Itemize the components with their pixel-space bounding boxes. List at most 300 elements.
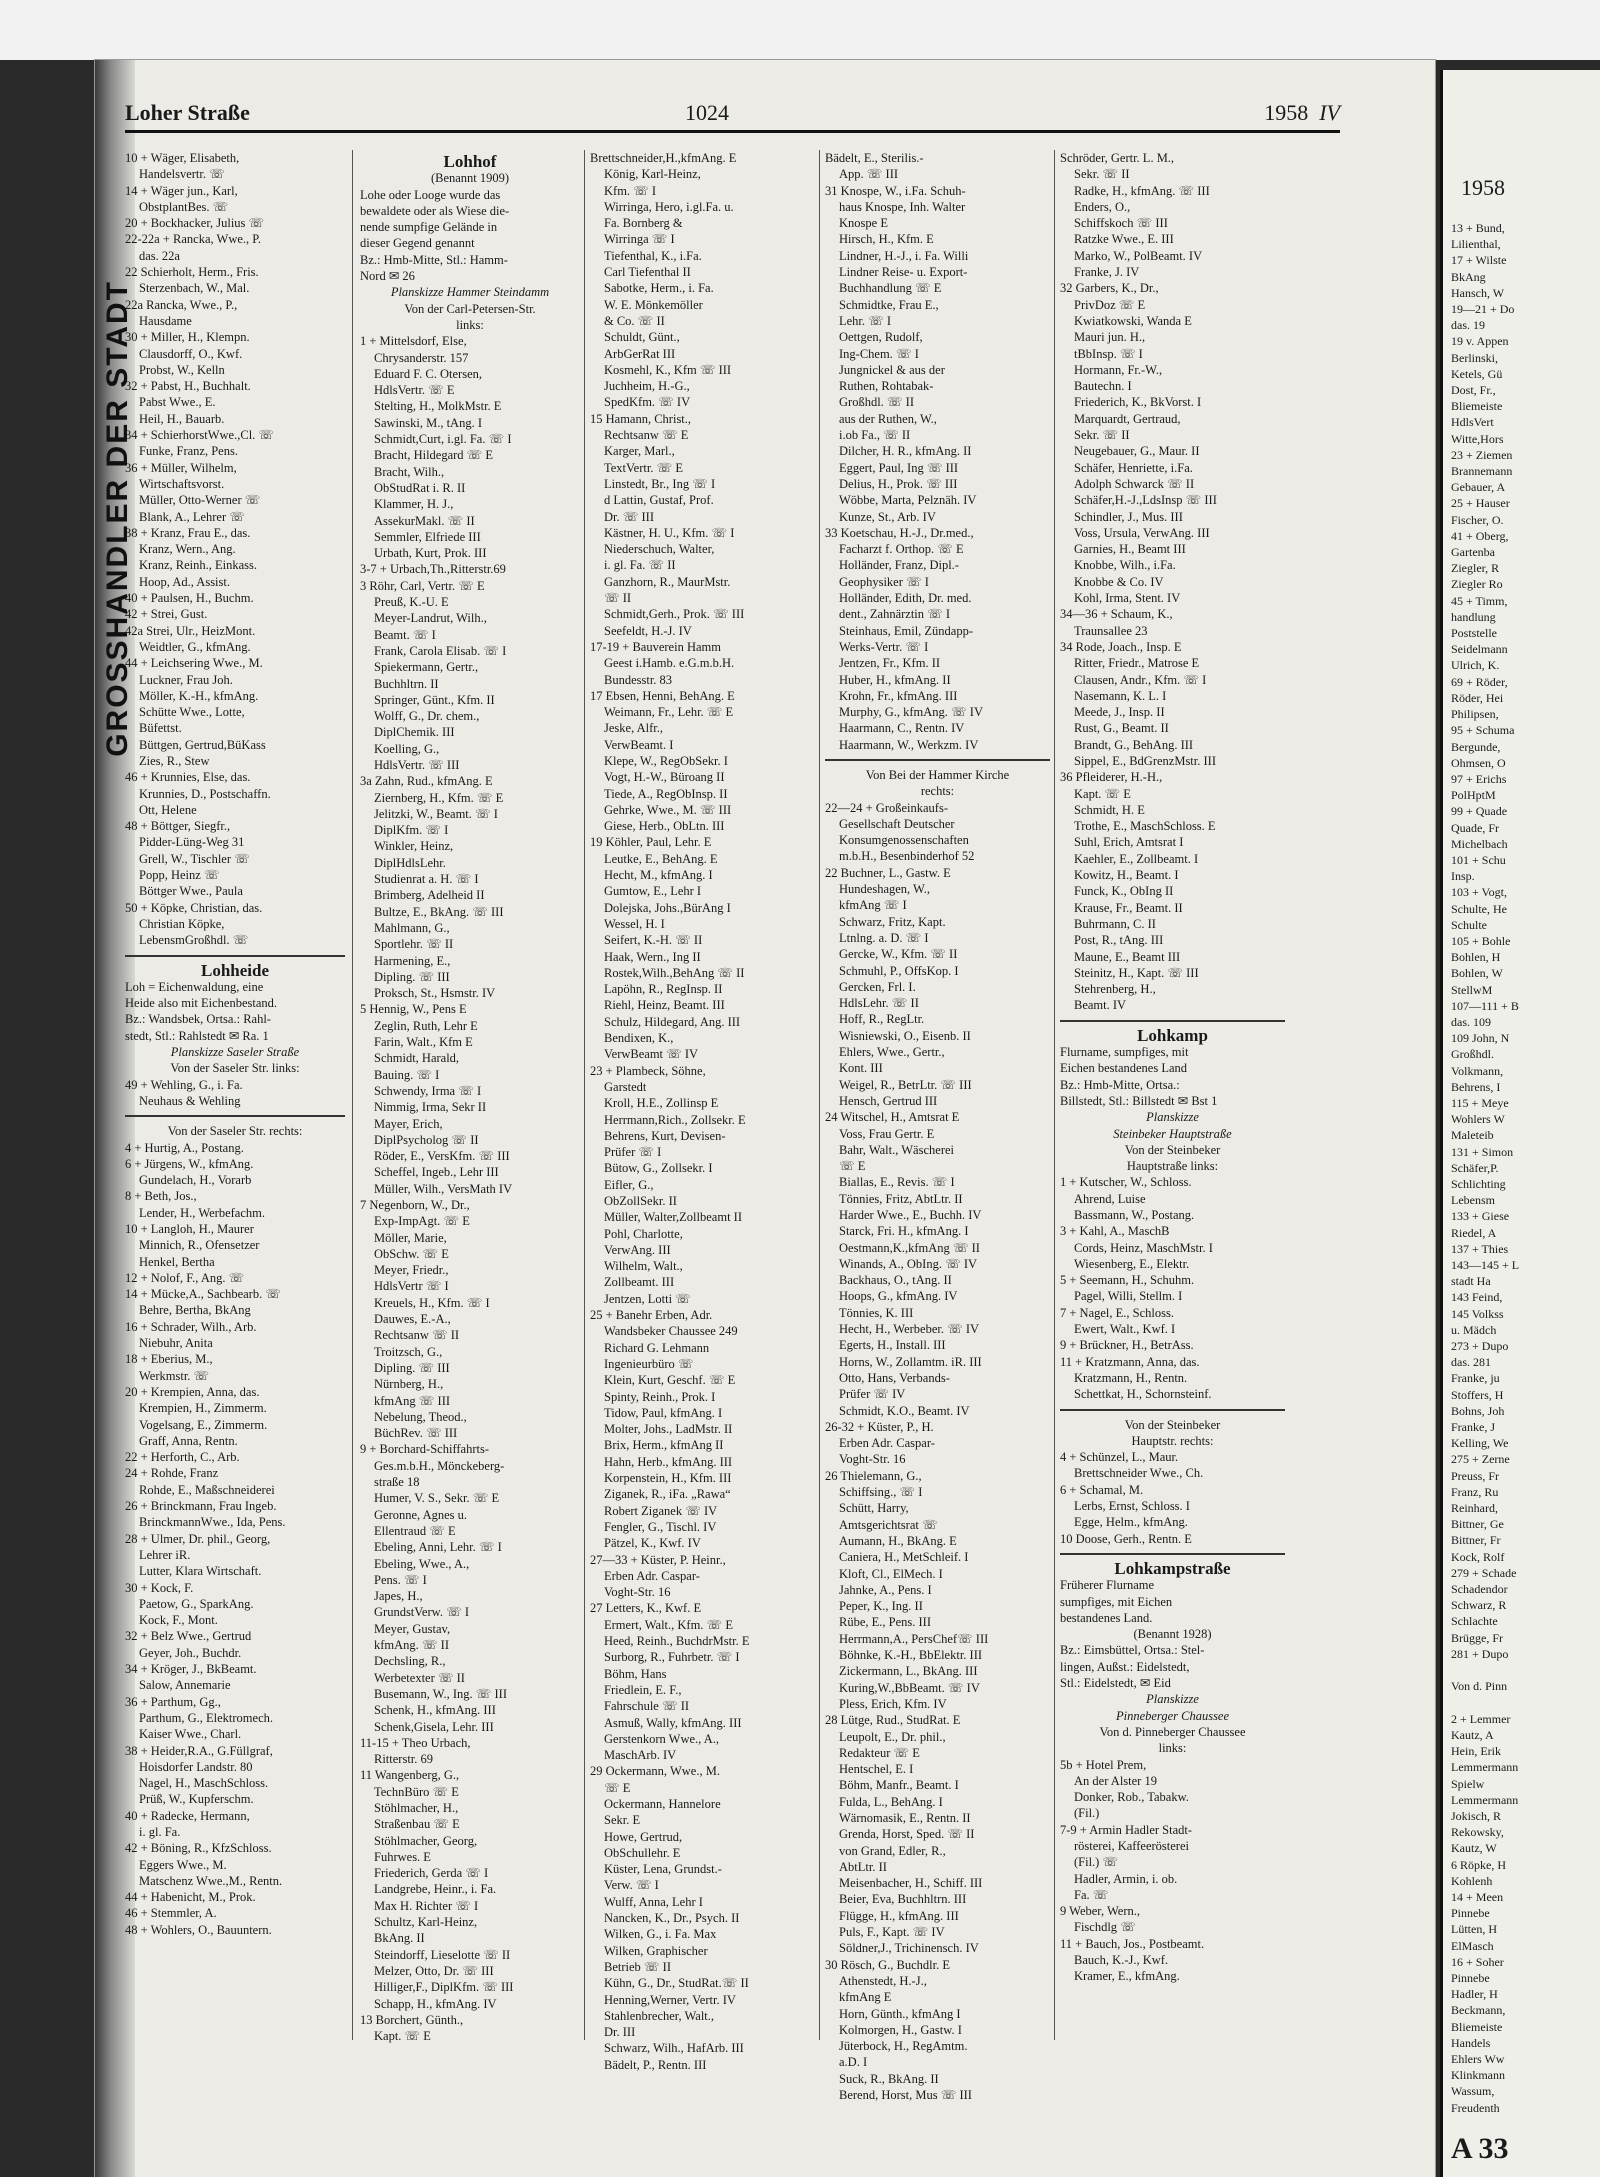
entry-continuation: Maune, E., Beamt III <box>1074 949 1181 964</box>
entry-continuation: Caniera, H., MetSchleif. I <box>839 1550 969 1565</box>
entry-continuation: d Lattin, Gustaf, Prof. <box>604 493 714 508</box>
entry-continuation: Gehrke, Wwe., M. ☏ III <box>604 802 732 817</box>
entry-continuation: Lapöhn, R., RegInsp. II <box>604 982 723 997</box>
adjacent-entry: Von d. Pinn <box>1451 1679 1508 1694</box>
entry-continuation: Kont. III <box>839 1061 883 1076</box>
adjacent-entry: Bliemeiste <box>1451 2019 1503 2034</box>
entry-continuation: Voss, Ursula, VerwAng. III <box>1074 525 1210 540</box>
entry-continuation: Lindner Reise- u. Export- <box>839 265 968 280</box>
adjacent-page-entries <box>1451 220 1600 2116</box>
entry-continuation: Büfettst. <box>139 721 182 736</box>
entry-continuation: Hausdame <box>139 313 192 328</box>
entry-continuation: TechnBüro ☏ E <box>374 1784 459 1799</box>
directory-entry: 10 + Langloh, H., Maurer <box>125 1222 254 1236</box>
entry-continuation: Giese, Herb., ObLtn. III <box>604 819 725 834</box>
adjacent-entry: 281 + Dupo <box>1451 1646 1509 1661</box>
entry-continuation: ArbGerRat III <box>604 346 676 361</box>
entry-continuation: Betrieb ☏ II <box>604 1959 671 1974</box>
entry-continuation: straße 18 <box>374 1475 420 1490</box>
entry-continuation: Schäfer,H.-J.,LdsInsp ☏ III <box>1074 493 1217 508</box>
entry-continuation: Heil, H., Bauarb. <box>139 411 225 426</box>
entry-continuation: Böttger Wwe., Paula <box>139 884 243 899</box>
plan-sketch-note: Steinbeker Hauptstraße <box>1113 1126 1232 1141</box>
adjacent-entry: Pinnebe <box>1451 1970 1490 1985</box>
entry-continuation: Steinitz, H., Kapt. ☏ III <box>1074 965 1199 980</box>
entry-continuation: Kratzmann, H., Rentn. <box>1074 1370 1188 1385</box>
section-rule <box>825 759 1050 761</box>
entry-continuation: kfmAng ☏ I <box>839 898 907 913</box>
entry-continuation: Hoops, G., kfmAng. IV <box>839 1289 958 1304</box>
entry-continuation: rösterei, Kaffeerösterei <box>1074 1838 1189 1853</box>
entry-continuation: Neuhaus & Wehling <box>139 1093 241 1108</box>
entry-continuation: Klammer, H. J., <box>374 497 454 512</box>
entry-continuation: Schütt, Harry, <box>839 1501 909 1516</box>
entry-continuation: Müller, Wilh., VersMath IV <box>374 1181 513 1196</box>
plan-sketch-note: Planskizze Hammer Steindamm <box>390 285 550 300</box>
entry-continuation: Horn, Günth., kfmAng I <box>839 2006 961 2021</box>
entry-continuation: Egge, Helm., kfmAng. <box>1074 1515 1188 1530</box>
directory-entry: 34 + Kröger, J., BkBeamt. <box>125 1662 257 1677</box>
entry-continuation: Amtsgerichtsrat ☏ <box>839 1517 938 1532</box>
entry-continuation: Rust, G., Beamt. II <box>1074 721 1169 736</box>
directory-entry: 4 + Hurtig, A., Postang. <box>125 1140 244 1155</box>
adjacent-entry: Franke, J <box>1451 1420 1495 1435</box>
entry-continuation: Rechtsanw ☏ E <box>604 428 689 443</box>
entry-continuation: Clausdorff, O., Kwf. <box>139 346 243 361</box>
entry-continuation: Frank, Carola Elisab. ☏ I <box>374 643 507 658</box>
entry-continuation: Delius, H., Prok. ☏ III <box>839 476 958 491</box>
directory-entry: 14 + Mücke,A., Sachbearb. ☏ <box>125 1287 281 1302</box>
directory-entry: 44 + Leichsering Wwe., M. <box>125 656 263 671</box>
adjacent-entry: Bohns, Joh <box>1451 1403 1505 1418</box>
entry-continuation: Sippel, E., BdGrenzMstr. III <box>1074 753 1216 768</box>
entry-continuation: Traunsallee 23 <box>1074 623 1148 638</box>
entry-continuation: Kroll, H.E., Zollinsp E <box>604 1096 719 1111</box>
directory-entry: 27—33 + Küster, P. Heinr., <box>590 1552 726 1567</box>
adjacent-entry <box>1451 1662 1600 1678</box>
entry-continuation: Großhdl. ☏ II <box>839 395 914 410</box>
adjacent-entry: Freudenth <box>1451 2100 1500 2115</box>
entry-continuation: Ratzke Wwe., E. III <box>1074 232 1174 247</box>
entry-continuation: Büttgen, Gertrud,BüKass <box>139 737 266 752</box>
column-divider <box>584 150 585 2040</box>
entry-continuation: König, Karl-Heinz, <box>604 167 701 182</box>
directory-entry: 33 Koetschau, H.-J., Dr.med., <box>825 525 974 540</box>
entry-continuation: Meyer-Landrut, Wilh., <box>374 611 487 626</box>
adjacent-entry: Brannemann <box>1451 464 1513 479</box>
adjacent-entry: Handels <box>1451 2035 1491 2050</box>
entry-continuation: Weidtler, G., kfmAng. <box>139 639 251 654</box>
section-rule <box>125 1115 345 1117</box>
entry-continuation: Nebelung, Theod., <box>374 1409 467 1424</box>
adjacent-entry: 19—21 + Do <box>1451 302 1515 317</box>
entry-continuation: Müller, Walter,Zollbeamt II <box>604 1210 742 1225</box>
column-4 <box>825 150 1050 2103</box>
entry-continuation: tBbInsp. ☏ I <box>1074 346 1143 361</box>
entry-continuation: i. gl. Fa. ☏ II <box>604 558 676 573</box>
direction-note: Von der Carl-Petersen-Str. <box>404 301 536 316</box>
adjacent-entry: Gartenba <box>1451 545 1495 560</box>
entry-continuation: Schmidt, Harald, <box>374 1051 460 1066</box>
column-divider <box>819 150 820 2040</box>
entry-continuation: Athenstedt, H.-J., <box>839 1973 927 1988</box>
entry-continuation: kfmAng. ☏ II <box>374 1638 449 1653</box>
entry-continuation: Ingenieurbüro ☏ <box>604 1356 694 1371</box>
spine-label: GROSSHANDLER DER STADT <box>101 280 134 757</box>
entry-continuation: Donker, Rob., Tabakw. <box>1074 1790 1189 1805</box>
adjacent-entry: 69 + Röder, <box>1451 674 1508 689</box>
directory-entry: 7 + Nagel, E., Schloss. <box>1060 1305 1174 1320</box>
adjacent-entry: Bittner, Fr <box>1451 1533 1501 1548</box>
entry-continuation: Buhrmann, C. II <box>1074 916 1156 931</box>
entry-continuation: ☏ II <box>604 591 632 606</box>
entry-continuation: Blank, A., Lehrer ☏ <box>139 509 245 524</box>
entry-continuation: Kfm. ☏ I <box>604 183 657 198</box>
adjacent-entry: 143 Feind, <box>1451 1290 1503 1305</box>
directory-entry: 26-32 + Küster, P., H. <box>825 1419 934 1434</box>
adjacent-entry: handlung <box>1451 609 1496 624</box>
entry-continuation: Dilcher, H. R., kfmAng. II <box>839 444 972 459</box>
entry-continuation: Wirringa, Hero, i.gl.Fa. u. <box>604 199 734 214</box>
directory-entry: 31 Knospe, W., i.Fa. Schuh- <box>825 183 966 198</box>
entry-continuation: Krempien, H., Zimmerm. <box>139 1401 267 1416</box>
entry-continuation: Wulff, Anna, Lehr I <box>604 1894 703 1909</box>
entry-continuation: Pless, Erich, Kfm. IV <box>839 1696 947 1711</box>
adjacent-entry: Ketels, Gü <box>1451 366 1503 381</box>
adjacent-entry: Schulte, He <box>1451 901 1507 916</box>
entry-continuation: Brimberg, Adelheid II <box>374 888 485 903</box>
adjacent-entry: Berlinski, <box>1451 350 1498 365</box>
entry-continuation: Ing-Chem. ☏ I <box>839 346 919 361</box>
entry-continuation: Stöhlmacher, Georg, <box>374 1833 478 1848</box>
entry-continuation: Gercken, Frl. I. <box>839 979 916 994</box>
adjacent-entry: 137 + Thies <box>1451 1241 1509 1256</box>
entry-continuation: Marko, W., PolBeamt. IV <box>1074 248 1203 263</box>
directory-entry: Brettschneider,H.,kfmAng. E <box>590 151 737 165</box>
entry-continuation: Böhm, Manfr., Beamt. I <box>839 1778 959 1793</box>
entry-continuation: Wilken, Graphischer <box>604 1943 708 1958</box>
column-5 <box>1060 150 1285 1985</box>
entry-continuation: Garnies, H., Beamt III <box>1074 542 1186 557</box>
directory-entry: 20 + Krempien, Anna, das. <box>125 1384 260 1399</box>
entry-continuation: Bautechn. I <box>1074 379 1132 394</box>
entry-continuation: Jentzen, Fr., Kfm. II <box>839 656 941 671</box>
entry-continuation: SpedKfm. ☏ IV <box>604 395 691 410</box>
entry-continuation: Wessel, H. I <box>604 916 665 931</box>
entry-continuation: Pens. ☏ I <box>374 1572 427 1587</box>
entry-continuation: Ges.m.b.H., Mönckeberg- <box>374 1458 505 1473</box>
adjacent-entry: Hein, Erik <box>1451 1744 1501 1759</box>
entry-continuation: Fahrschule ☏ II <box>604 1699 690 1714</box>
entry-continuation: Mauri jun. H., <box>1074 330 1146 345</box>
entry-continuation: Tidow, Paul, kfmAng. I <box>604 1405 723 1420</box>
entry-continuation: Richard G. Lehmann <box>604 1340 710 1355</box>
directory-entry: 25 + Banehr Erben, Adr. <box>590 1308 713 1323</box>
entry-continuation: Stelting, H., MolkMstr. E <box>374 399 502 414</box>
adjacent-entry: 107—111 + B <box>1451 998 1519 1013</box>
entry-continuation: Schwendy, Irma ☏ I <box>374 1083 482 1098</box>
adjacent-entry: Wohlers W <box>1451 1112 1505 1127</box>
entry-continuation: Röder, E., VersKfm. ☏ III <box>374 1149 510 1164</box>
entry-continuation: Flügge, H., kfmAng. III <box>839 1908 959 1923</box>
page-number: 1024 <box>685 100 729 125</box>
entry-continuation: Herrmann,A., PersChef☏ III <box>839 1631 989 1646</box>
directory-entry: 40 + Paulsen, H., Buchm. <box>125 591 254 606</box>
entry-continuation: Wisniewski, O., Eisenb. II <box>839 1028 971 1043</box>
entry-continuation: Gercke, W., Kfm. ☏ II <box>839 947 958 962</box>
entry-continuation: HdlsVertr. ☏ III <box>374 757 460 772</box>
direction-note: Hauptstraße links: <box>1126 1159 1219 1174</box>
entry-continuation: BkAng. II <box>374 1931 425 1946</box>
scan-background-top <box>0 0 1600 60</box>
directory-entry: 17-19 + Bauverein Hamm <box>590 639 721 654</box>
entry-continuation: Konsumgenossenschaften <box>839 833 969 848</box>
entry-continuation: Hentschel, E. I <box>839 1762 914 1777</box>
entry-continuation: Behrens, Kurt, Devisen- <box>604 1128 726 1143</box>
adjacent-entry: 103 + Vogt, <box>1451 885 1508 900</box>
entry-continuation: Christian Köpke, <box>139 916 225 931</box>
directory-entry: 1 + Mittelsdorf, Else, <box>360 334 467 349</box>
entry-continuation: Fa. ☏ <box>1074 1887 1109 1902</box>
entry-continuation: Dolejska, Johs.,BürAng I <box>604 900 731 915</box>
directory-entry: 7 Negenborn, W., Dr., <box>360 1198 470 1212</box>
entry-continuation: VerwBeamt. I <box>604 737 674 752</box>
entry-continuation: Pohl, Charlotte, <box>604 1226 683 1241</box>
adjacent-entry: 101 + Schu <box>1451 852 1506 867</box>
entry-continuation: Neugebauer, G., Maur. II <box>1074 444 1200 459</box>
directory-entry: 16 + Schrader, Wilh., Arb. <box>125 1319 257 1334</box>
entry-continuation: Paetow, G., SparkAng. <box>139 1596 254 1611</box>
entry-continuation: Geronne, Agnes u. <box>374 1507 468 1522</box>
adjacent-entry: Schadendor <box>1451 1582 1508 1597</box>
directory-entry: 32 + Belz Wwe., Gertrud <box>125 1629 252 1644</box>
entry-continuation: kfmAng ☏ III <box>374 1393 451 1408</box>
entry-continuation: Sawinski, M., tAng. I <box>374 415 482 430</box>
directory-entry: 19 Köhler, Paul, Lehr. E <box>590 835 712 850</box>
entry-continuation: Zickermann, L., BkAng. III <box>839 1664 978 1679</box>
directory-entry: 3-7 + Urbach,Th.,Ritterstr.69 <box>360 562 506 577</box>
entry-continuation: Bundesstr. 83 <box>604 672 673 687</box>
entry-continuation: HdlsVertr. ☏ E <box>374 383 455 398</box>
adjacent-entry: Kelling, We <box>1451 1436 1509 1451</box>
adjacent-entry: Pinnebe <box>1451 1906 1490 1921</box>
entry-continuation: Jelitzki, W., Beamt. ☏ I <box>374 806 498 821</box>
directory-entry: Bz.: Hmb-Mitte, Stl.: Hamm- <box>360 252 508 267</box>
entry-continuation: Kwiatkowski, Wanda E <box>1074 313 1192 328</box>
entry-continuation: Aumann, H., BkAng. E <box>839 1533 957 1548</box>
entry-continuation: Seefeldt, H.-J. IV <box>604 623 692 638</box>
directory-entry: Früherer Flurname <box>1060 1578 1155 1593</box>
entry-continuation: Fulda, L., BehAng. I <box>839 1794 943 1809</box>
entry-continuation: Meede, J., Insp. II <box>1074 705 1165 720</box>
direction-note: links: <box>456 317 484 332</box>
entry-continuation: Clausen, Andr., Kfm. ☏ I <box>1074 672 1207 687</box>
entry-continuation: Cords, Heinz, MaschMstr. I <box>1074 1240 1213 1255</box>
entry-continuation: Schettkat, H., Schornsteinf. <box>1074 1387 1212 1402</box>
directory-entry: sumpfiges, mit Eichen <box>1060 1594 1173 1609</box>
entry-continuation: Backhaus, O., tAng. II <box>839 1273 952 1288</box>
entry-continuation: Humer, V. S., Sekr. ☏ E <box>374 1491 500 1506</box>
entry-continuation: Jeske, Alfr., <box>604 721 664 736</box>
entry-continuation: Dauwes, E.-A., <box>374 1312 451 1327</box>
entry-continuation: Rechtsanw ☏ II <box>374 1328 460 1343</box>
directory-entry: 5 + Seemann, H., Schuhm. <box>1060 1273 1195 1288</box>
entry-continuation: ObZollSekr. II <box>604 1194 677 1208</box>
entry-continuation: VerwAng. III <box>604 1242 671 1257</box>
adjacent-entry: Beckmann, <box>1451 2003 1506 2018</box>
adjacent-entry: 2 + Lemmer <box>1451 1711 1511 1726</box>
direction-note: links: <box>1158 1741 1187 1756</box>
directory-entry: Bz.: Wandsbek, Ortsa.: Rahl- <box>125 1012 271 1027</box>
adjacent-entry: 6 Röpke, H <box>1451 1857 1506 1872</box>
entry-continuation: Möller, K.-H., kfmAng. <box>139 688 259 703</box>
entry-continuation: Luckner, Frau Joh. <box>139 672 233 687</box>
entry-continuation: Wöbbe, Marta, Pelznäh. IV <box>839 493 977 508</box>
entry-continuation: Handelsvertr. ☏ <box>139 167 225 182</box>
section-rule <box>1060 1553 1285 1555</box>
adjacent-entry: Poststelle <box>1451 626 1498 641</box>
directory-entry: 11 + Kratzmann, Anna, das. <box>1060 1354 1200 1369</box>
entry-continuation: Harmening, E., <box>374 953 451 968</box>
directory-entry: 11 Wangenberg, G., <box>360 1768 460 1783</box>
entry-continuation: Fuhrwes. E <box>374 1849 431 1864</box>
entry-continuation: (Fil.) <box>1074 1806 1100 1821</box>
entry-continuation: Pätzel, K., Kwf. IV <box>604 1536 701 1551</box>
entry-continuation: Kranz, Wern., Ang. <box>139 542 236 557</box>
entry-continuation: Nürnberg, H., <box>374 1377 444 1392</box>
entry-continuation: Haarmann, W., Werkzm. IV <box>839 737 979 752</box>
directory-entry: 49 + Wehling, G., i. Fa. <box>125 1077 243 1092</box>
street-heading: Lohkampstraße <box>1114 1558 1231 1578</box>
entry-continuation: Korpenstein, H., Kfm. III <box>604 1471 732 1486</box>
entry-continuation: m.b.H., Besenbinderhof 52 <box>839 849 975 864</box>
entry-continuation: Hoop, Ad., Assist. <box>139 574 230 589</box>
entry-continuation: Kuring,W.,BbBeamt. ☏ IV <box>839 1680 980 1695</box>
adjacent-entry: Rekowsky, <box>1451 1825 1504 1840</box>
directory-entry: 27 Letters, K., Kwf. E <box>590 1601 702 1616</box>
entry-continuation: Juchheim, H.-G., <box>604 379 690 394</box>
directory-entry: 1 + Kutscher, W., Schloss. <box>1060 1175 1192 1190</box>
entry-continuation: Hecht, H., Werbeber. ☏ IV <box>839 1322 980 1337</box>
directory-entry: Stl.: Eidelstedt, ✉ Eid <box>1060 1676 1171 1691</box>
entry-continuation: Kolmorgen, H., Gastw. I <box>839 2022 962 2037</box>
adjacent-entry: BkAng <box>1451 269 1486 284</box>
entry-continuation: LebensmGroßhdl. ☏ <box>139 933 249 948</box>
entry-continuation: Grell, W., Tischler ☏ <box>139 851 250 866</box>
entry-continuation: Sekr. ☏ II <box>1074 167 1130 182</box>
entry-continuation: das. 22a <box>139 248 180 263</box>
entry-continuation: Preuß, K.-U. E <box>374 595 449 610</box>
adjacent-entry: Reinhard, <box>1451 1501 1498 1516</box>
adjacent-entry: Preuss, Fr <box>1451 1468 1500 1483</box>
adjacent-entry: ElMasch <box>1451 1938 1494 1953</box>
adjacent-entry: Kautz, W <box>1451 1841 1497 1856</box>
entry-continuation: Salow, Annemarie <box>139 1678 231 1693</box>
entry-continuation: DiplChemik. III <box>374 725 455 740</box>
adjacent-entry: Klinkmann <box>1451 2068 1505 2083</box>
adjacent-entry: 45 + Timm, <box>1451 593 1508 608</box>
entry-continuation: Kock, F., Mont. <box>139 1613 218 1628</box>
entry-continuation: Henkel, Bertha <box>139 1254 215 1269</box>
entry-continuation: VerwBeamt ☏ IV <box>604 1047 699 1062</box>
directory-entry: 30 + Kock, F. <box>125 1580 194 1595</box>
directory-entry: 22-22a + Rancka, Wwe., P. <box>125 232 261 247</box>
adjacent-entry: Lütten, H <box>1451 1922 1497 1937</box>
adjacent-entry: Schlichting <box>1451 1176 1506 1191</box>
directory-entry: 30 + Miller, H., Klempn. <box>125 330 250 345</box>
entry-continuation: Karger, Marl., <box>604 444 675 459</box>
entry-continuation: Biallas, E., Revis. ☏ I <box>839 1175 955 1190</box>
entry-continuation: haus Knospe, Inh. Walter <box>839 199 966 214</box>
entry-continuation: Böhm, Hans <box>604 1666 667 1681</box>
entry-continuation: Buchhandlung ☏ E <box>839 281 942 296</box>
entry-continuation: Lehr. ☏ I <box>839 313 892 328</box>
entry-continuation: Ellentraud ☏ E <box>374 1523 456 1538</box>
entry-continuation: Lender, H., Werbefachm. <box>139 1205 265 1220</box>
entry-continuation: Proksch, St., Hsmstr. IV <box>374 986 496 1001</box>
adjacent-entry: Lebensm <box>1451 1193 1495 1208</box>
entry-continuation: Bauch, K.-J., Kwf. <box>1074 1953 1169 1968</box>
entry-continuation: AssekurMakl. ☏ II <box>374 513 475 528</box>
entry-continuation: Dipling. ☏ III <box>374 969 450 984</box>
directory-entry: 6 + Jürgens, W., kfmAng. <box>125 1156 254 1171</box>
directory-entry: 8 + Beth, Jos., <box>125 1189 197 1204</box>
entry-continuation: Hundeshagen, W., <box>839 882 930 897</box>
entry-continuation: Werbetexter ☏ II <box>374 1670 465 1685</box>
directory-entry: Nord ✉ 26 <box>360 269 415 284</box>
adjacent-entry: 133 + Giese <box>1451 1209 1510 1224</box>
adjacent-entry: Lemmermann <box>1451 1760 1519 1775</box>
entry-continuation: Popp, Heinz ☏ <box>139 868 220 883</box>
entry-continuation: Zollbeamt. III <box>604 1275 675 1290</box>
entry-continuation: Enders, O., <box>1074 199 1131 214</box>
entry-continuation: Zies, R., Stew <box>139 753 210 768</box>
adjacent-entry: Ziegler, R <box>1451 561 1500 576</box>
adjacent-entry: 14 + Meen <box>1451 1889 1504 1904</box>
adjacent-entry: Lilienthal, <box>1451 237 1501 252</box>
column-divider <box>1054 150 1055 2040</box>
adjacent-page-code: A 33 <box>1451 2132 1509 2165</box>
directory-entry: 32 Garbers, K., Dr., <box>1060 281 1159 296</box>
entry-continuation: Ermert, Walt., Kfm. ☏ E <box>604 1617 733 1632</box>
directory-entry: 24 Witschel, H., Amtsrat E <box>825 1110 960 1125</box>
directory-entry: Lohe oder Looge wurde das <box>360 187 501 202</box>
directory-entry: 46 + Krunnies, Else, das. <box>125 770 251 785</box>
directory-entry: Flurname, sumpfiges, mit <box>1060 1045 1189 1060</box>
directory-entry: 40 + Radecke, Hermann, <box>125 1808 250 1823</box>
entry-continuation: Suhl, Erich, Amtsrat I <box>1074 835 1184 850</box>
entry-continuation: Japes, H., <box>374 1589 423 1604</box>
entry-continuation: Gesellschaft Deutscher <box>839 816 955 831</box>
directory-entry: 22a Rancka, Wwe., P., <box>125 297 238 312</box>
adjacent-entry: Maleteib <box>1451 1128 1494 1143</box>
naming-note: (Benannt 1909) <box>430 171 510 186</box>
entry-continuation: Carl Tiefenthal II <box>604 265 691 280</box>
adjacent-entry: Riedel, A <box>1451 1225 1497 1240</box>
directory-entry: 22 Schierholt, Herm., Fris. <box>125 265 259 280</box>
directory-entry: 9 Weber, Wern., <box>1060 1904 1140 1919</box>
entry-continuation: Prüfer ☏ IV <box>839 1387 906 1402</box>
directory-entry: 42 + Strei, Gust. <box>125 607 208 622</box>
adjacent-entry: Röder, Hei <box>1451 690 1504 705</box>
entry-continuation: Meisenbacher, H., Schiff. III <box>839 1876 983 1891</box>
plan-sketch-note: Planskizze Saseler Straße <box>170 1045 300 1060</box>
adjacent-entry: 17 + Wilste <box>1451 253 1507 268</box>
adjacent-entry: Hansch, W <box>1451 285 1505 300</box>
adjacent-entry: Bittner, Ge <box>1451 1517 1504 1532</box>
entry-continuation: ObSchw. ☏ E <box>374 1246 449 1261</box>
directory-entry: 14 + Wäger jun., Karl, <box>125 183 238 198</box>
